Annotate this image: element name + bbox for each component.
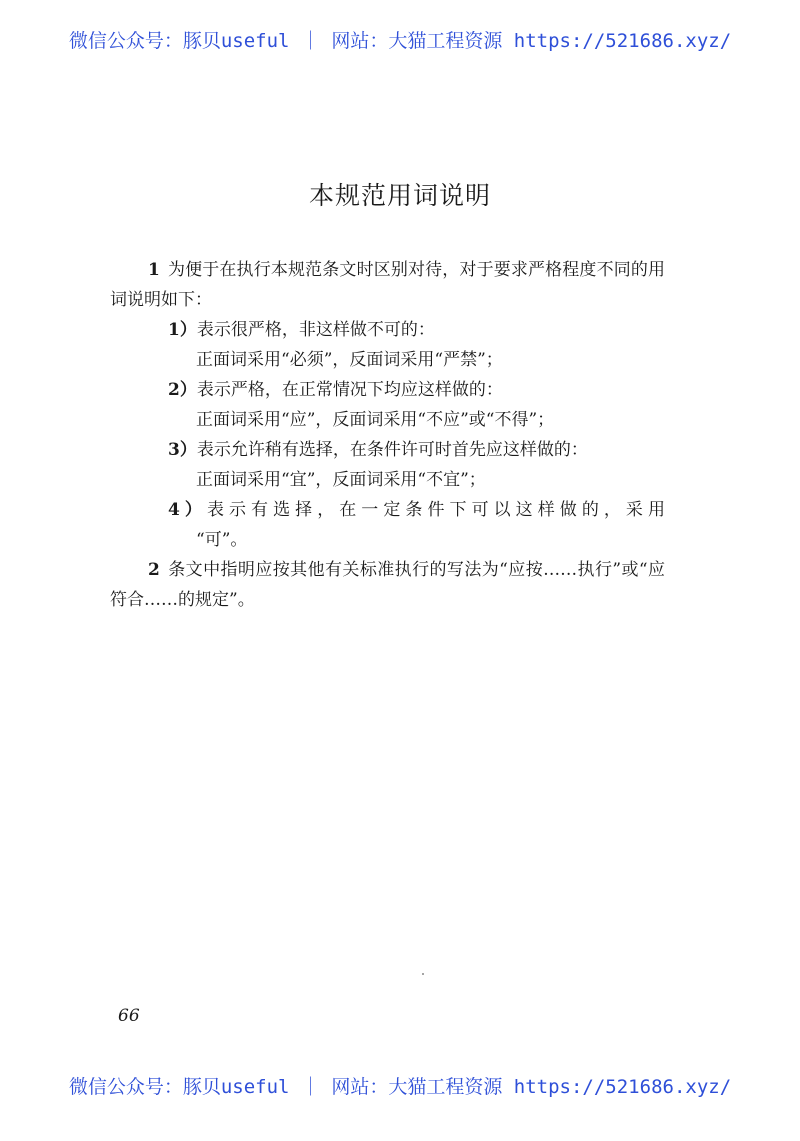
page-number: 66 — [118, 1006, 140, 1026]
item-detail: 正面词采用“应”，反面词采用“不应”或“不得”； — [196, 410, 555, 430]
item-text: 表示有选择，在一定条件下可以这样做的，采用 — [206, 500, 665, 520]
speck — [422, 973, 424, 975]
item-text: 表示很严格，非这样做不可的： — [196, 320, 435, 340]
item-number: 1） — [168, 320, 197, 340]
list-item — [110, 315, 665, 375]
clause-text: 条文中指明应按其他有关标准执行的写法为“应按……执行”或“应符合……的规定”。 — [110, 560, 665, 610]
page-title: 本规范用词说明 — [308, 181, 491, 210]
item-detail: 正面词采用“宜”，反面词采用“不宜”； — [196, 470, 486, 490]
clause-text: 为便于在执行本规范条文时区别对待，对于要求严格程度不同的用词说明如下： — [110, 260, 665, 310]
clause-number: 1 — [148, 260, 160, 280]
item-number: 4） — [168, 500, 207, 520]
item-detail: 正面词采用“必须”，反面词采用“严禁”； — [196, 350, 503, 370]
clause-number: 2 — [148, 560, 160, 580]
item-detail: “可”。 — [196, 530, 248, 550]
list-item — [110, 375, 665, 435]
watermark-header: 微信公众号：豚贝useful ｜ 网站：大猫工程资源 https://521686.xyz/ — [68, 30, 732, 52]
item-number: 3） — [168, 440, 197, 460]
watermark-footer: 微信公众号：豚贝useful ｜ 网站：大猫工程资源 https://521686.xyz/ — [68, 1076, 732, 1098]
item-text: 表示允许稍有选择，在条件许可时首先应这样做的： — [196, 440, 588, 460]
clause-1 — [110, 255, 665, 315]
item-text: 表示严格，在正常情况下均应这样做的： — [196, 380, 503, 400]
document-body — [110, 255, 665, 615]
clause-2 — [110, 555, 665, 615]
list-item — [110, 495, 665, 555]
item-number: 2） — [168, 380, 197, 400]
list-item — [110, 435, 665, 495]
